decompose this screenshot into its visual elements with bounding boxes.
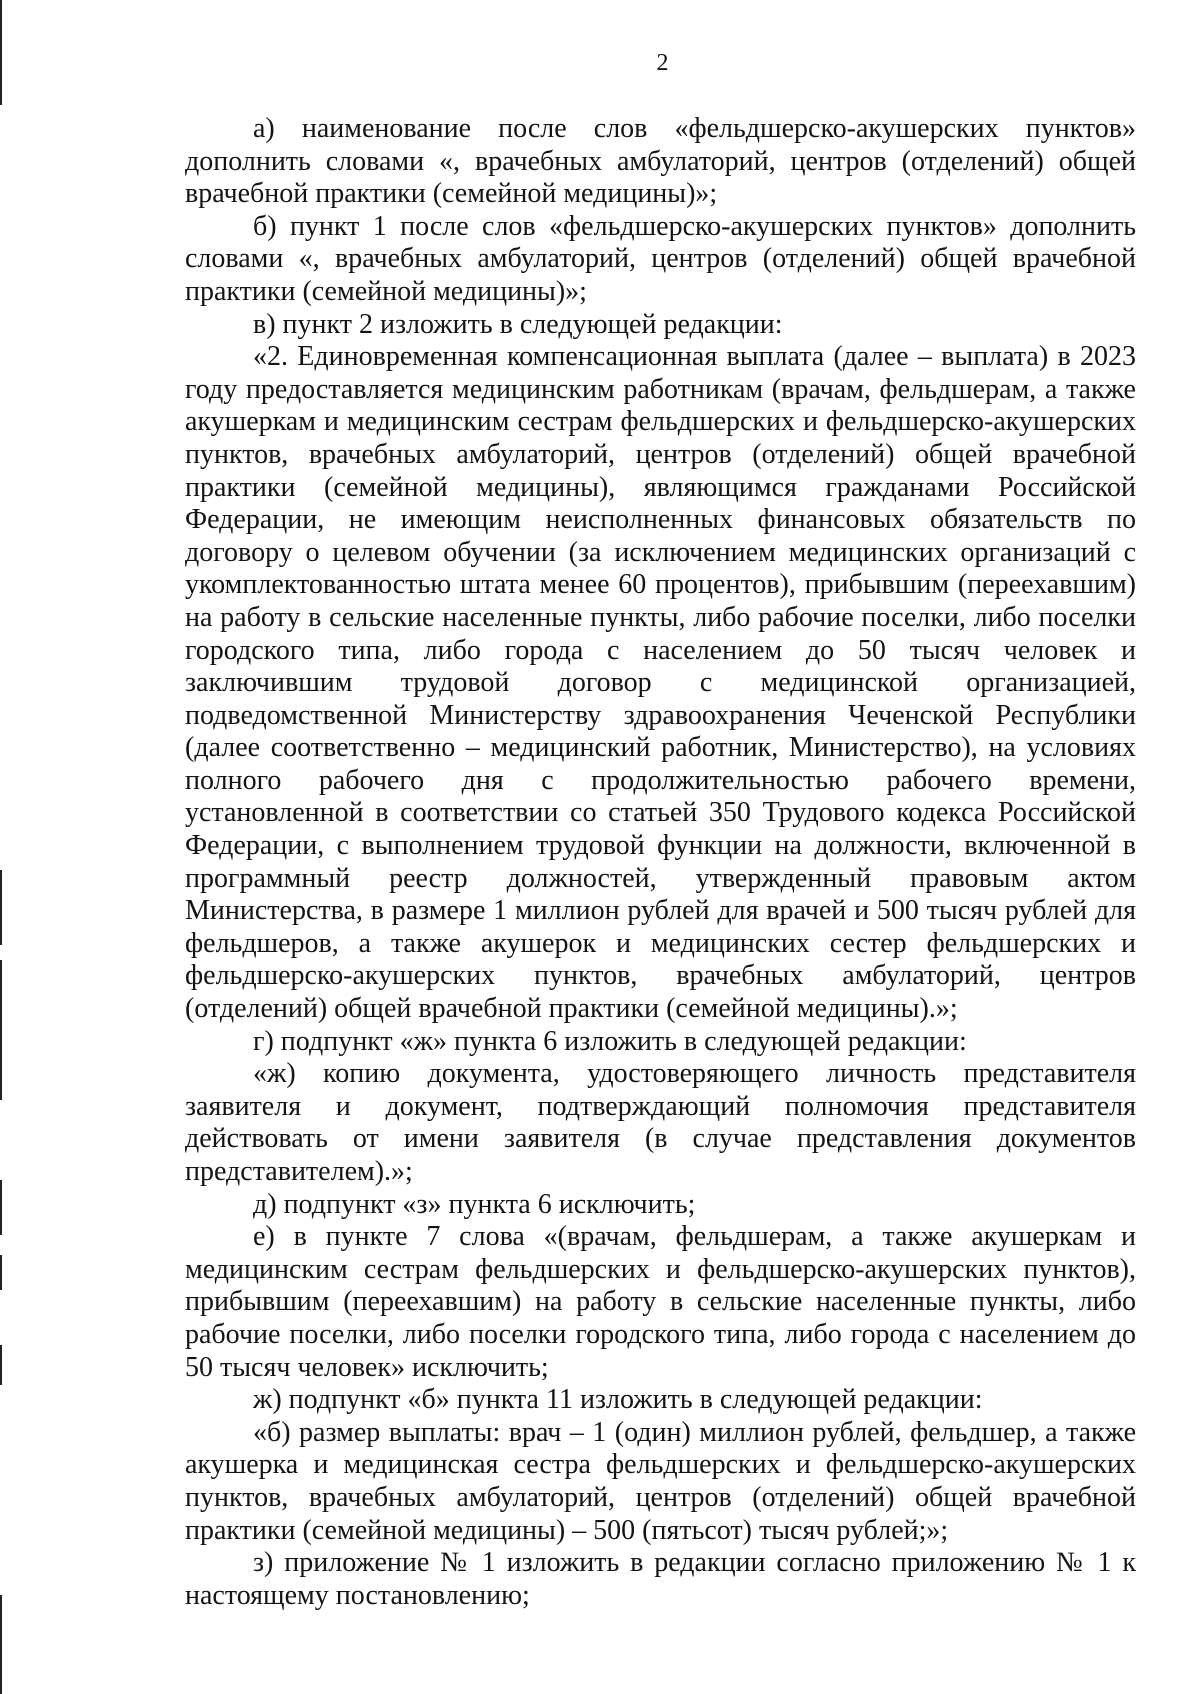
paragraph-zh: ж) подпункт «б» пункта 11 изложить в следующей редакции: (253, 1384, 983, 1416)
paragraph-v: в) пункт 2 изложить в следующей редакции: (253, 308, 783, 340)
page-number: 2 (656, 50, 669, 76)
paragraph-d: д) подпункт «з» пункта 6 исключить; (253, 1188, 696, 1220)
paragraph-g: г) подпункт «ж» пункта 6 изложить в следующей редакции: (253, 1025, 967, 1057)
paragraph-quote-b: «б) размер выплаты: врач – 1 (один) миллион рублей, фельдшер, а также акушерка и медицинская сестра фельдшерских и фельдшерско-акушерских пунктов, врачебных амбулаторий, центров (отделений) общей врачебной практики (семейной медицины) – 500 (пятьсот) тысяч рублей;»; (185, 1416, 1136, 1546)
paragraph-e: е) в пункте 7 слова «(врачам, фельдшерам, а также акушеркам и медицинским сестрам фельдшерских и фельдшерско-акушерских пунктов), прибывшим (переехавшим) на работу в сельские населенные пункты, либо рабочие поселки, либо поселки городского типа, либо города с населением до 50 тысяч человек» исключить; (185, 1221, 1136, 1383)
paragraph-quote-2: «2. Единовременная компенсационная выплата (далее – выплата) в 2023 году предоставляется медицинским работникам (врачам, фельдшерам, а также акушеркам и медицинским сестрам фельдшерских и фельдшерско-акушерских пунктов, врачебных амбулаторий, центров (отделений) общей врачебной практики (семейной медицины), являющимся гражданами Российской Федерации, не имеющим неисполненных финансовых обязательств по договору о целевом обучении (за исключением медицинских организаций с укомплектованностью штата менее 60 процентов), прибывшим (переехавшим) на работу в сельские населенные пункты, либо рабочие поселки, либо поселки городского типа, либо города с населением до 50 тысяч человек и заключившим трудовой договор с медицинской организацией, подведомственной Министерству здравоохранения Чеченской Республики (далее соответственно – медицинский работник, Министерство), на условиях полного рабочего дня с продолжительностью рабочего времени, установленной в соответствии со статьей 350 Трудового кодекса Российской Федерации, с выполнением трудовой функции на должности, включенной в программный реестр должностей, утвержденный правовым актом Министерства, в размере 1 миллион рублей для врачей и 500 тысяч рублей для фельдшеров, а также акушерок и медицинских сестер фельдшерских и фельдшерско-акушерских пунктов, врачебных амбулаторий, центров (отделений) общей врачебной практики (семейной медицины).»; (185, 341, 1136, 1025)
paragraph-a: а) наименование после слов «фельдшерско-акушерских пунктов» дополнить словами «, врачебных амбулаторий, центров (отделений) общей врачебной практики (семейной медицины)»; (185, 113, 1136, 210)
paragraph-z: з) приложение № 1 изложить в редакции согласно приложению № 1 к настоящему постановлению; (185, 1547, 1136, 1611)
paragraph-b: б) пункт 1 после слов «фельдшерско-акушерских пунктов» дополнить словами «, врачебных амбулаторий, центров (отделений) общей врачебной практики (семейной медицины)»; (185, 210, 1136, 307)
scan-edge-marks (0, 0, 4, 1694)
document-body (185, 113, 1136, 1612)
paragraph-quote-zh: «ж) копию документа, удостоверяющего личность представителя заявителя и документ, подтверждающий полномочия представителя действовать от имени заявителя (в случае представления документов представителем).»; (185, 1058, 1136, 1187)
